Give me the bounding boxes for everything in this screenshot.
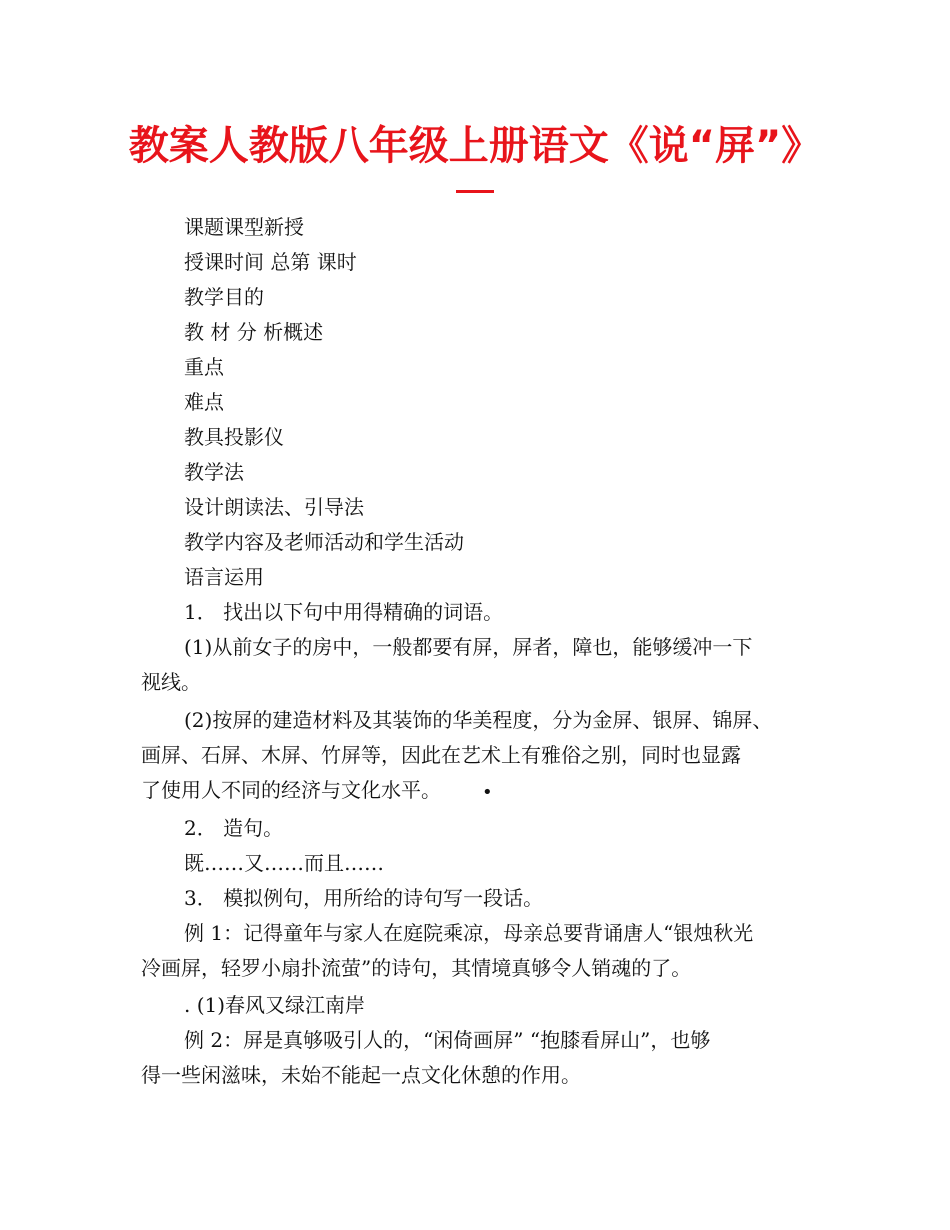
text-line: 授课时间 总第 课时 — [184, 250, 357, 274]
text-line: 得一些闲滋味，未始不能起一点文化休憩的作用。 — [141, 1063, 581, 1087]
text-line: 教学内容及老师活动和学生活动 — [184, 530, 464, 554]
text-line: 教 材 分 析概述 — [184, 320, 324, 344]
text-line: 视线。 — [141, 670, 201, 694]
text-line: 3． 模拟例句，用所给的诗句写一段话。 — [184, 886, 544, 910]
bullet-mark: • — [482, 782, 493, 803]
text-line: 重点 — [184, 355, 224, 379]
text-line: 例 2：屏是真够吸引人的，“闲倚画屏” “抱膝看屏山”，也够 — [184, 1028, 711, 1052]
text-line: 课题课型新授 — [184, 215, 304, 239]
text-line: (2)按屏的建造材料及其装饰的华美程度，分为金屏、银屏、锦屏、 — [184, 708, 773, 732]
text-line: 教具投影仪 — [184, 425, 284, 449]
text-line: 难点 — [184, 390, 224, 414]
text-line: 教学法 — [184, 460, 244, 484]
text-line: 语言运用 — [184, 565, 264, 589]
text-line: 教学目的 — [184, 285, 264, 309]
text-line: 既……又……而且…… — [184, 851, 384, 875]
text-line: 1． 找出以下句中用得精确的词语。 — [184, 600, 504, 624]
document-title: 教案人教版八年级上册语文《说“屏”》 — [128, 123, 822, 169]
text-line: . (1)春风又绿江南岸 — [184, 993, 366, 1017]
text-line: 设计朗读法、引导法 — [184, 495, 364, 519]
text-line: 了使用人不同的经济与文化水平。 — [141, 778, 441, 802]
text-line: 冷画屏，轻罗小扇扑流萤”的诗句，其情境真够令人销魂的了。 — [141, 956, 692, 980]
title-continuation-dash — [456, 190, 494, 193]
text-line: 2． 造句。 — [184, 816, 284, 840]
text-line: (1)从前女子的房中，一般都要有屏，屏者，障也，能够缓冲一下 — [184, 635, 753, 659]
text-line: 画屏、石屏、木屏、竹屏等，因此在艺术上有雅俗之别，同时也显露 — [141, 743, 741, 767]
text-line: 例 1：记得童年与家人在庭院乘凉，母亲总要背诵唐人“银烛秋光 — [184, 921, 754, 945]
